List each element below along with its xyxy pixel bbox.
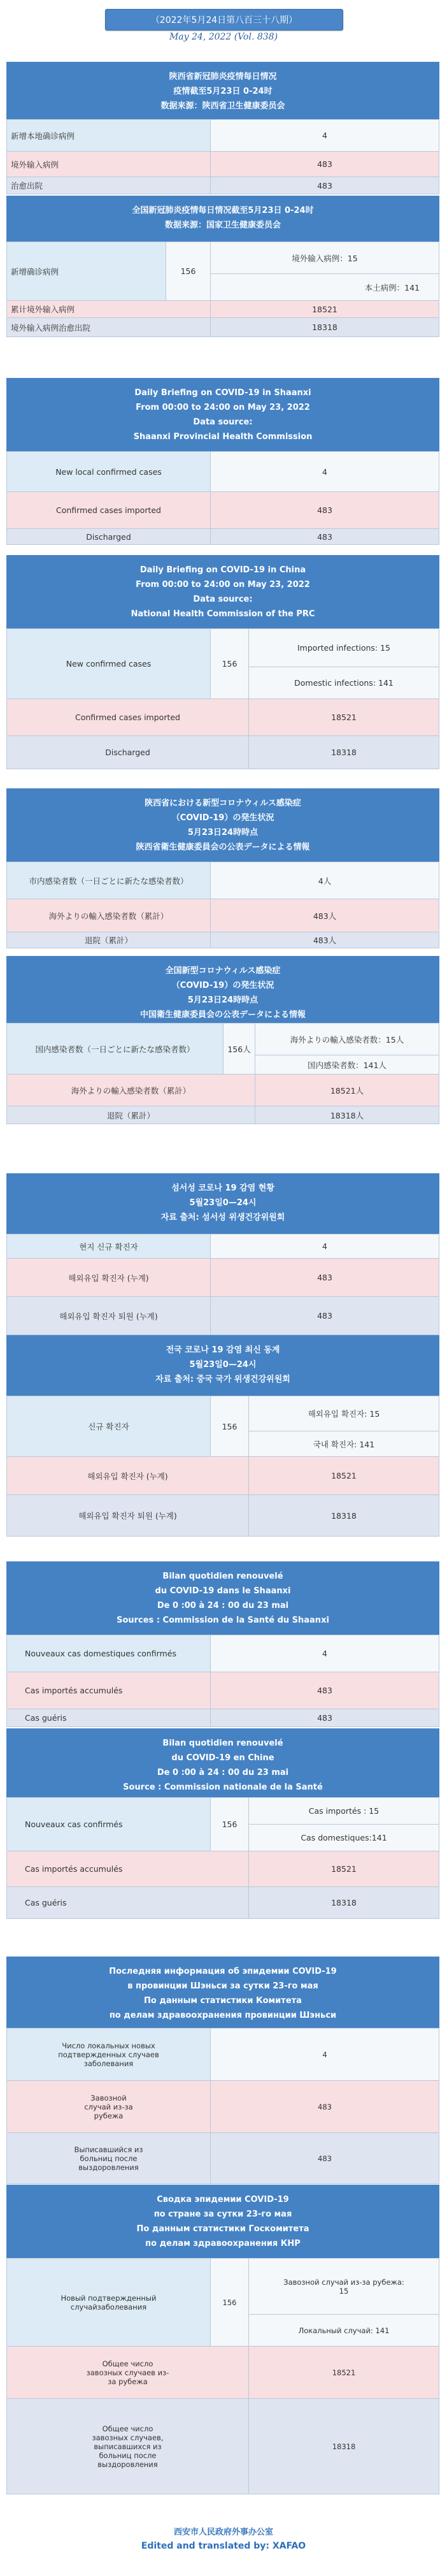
- new-total: 156: [211, 629, 249, 699]
- row-value: 483: [211, 2081, 439, 2133]
- footer-org: 西安市人民政府外事办公室: [173, 2528, 273, 2537]
- row-value: 483人: [211, 899, 439, 932]
- row-value: 483: [211, 152, 439, 177]
- row-value: 483: [211, 1259, 439, 1297]
- stats-table: [6, 1635, 439, 1727]
- title-line: 全国新型コロナウィルス感染症: [165, 966, 281, 976]
- title-line: （COVID-19）の発生状況: [171, 981, 274, 990]
- table-row: [7, 1635, 439, 1672]
- section-title: [6, 1335, 439, 1396]
- section-title: [6, 196, 439, 242]
- section-title: [6, 2185, 439, 2258]
- row-label: 累计境外输入病例: [7, 301, 211, 318]
- issue-subtitle: May 24, 2022 (Vol. 838): [169, 32, 278, 42]
- title-line: Data source:: [193, 595, 253, 604]
- domestic-cases: Cas domestiques:141: [249, 1825, 439, 1851]
- title-line: Сводка эпидемии COVID-19: [157, 2195, 289, 2204]
- table-row: [7, 1106, 439, 1124]
- row-label: Выписавшийся из больниц после выздоровления: [7, 2133, 211, 2184]
- title-line: From 00:00 to 24:00 on May 23, 2022: [136, 580, 310, 590]
- row-label: 신규 확진자: [7, 1396, 211, 1457]
- table-row: [7, 1709, 439, 1727]
- section-title: [6, 1561, 439, 1635]
- section-title: [6, 62, 439, 119]
- table-row: [7, 2347, 439, 2399]
- row-value: 18521: [249, 699, 439, 736]
- stats-table: [6, 2028, 439, 2184]
- imported-cases: Imported infections: 15: [249, 629, 439, 667]
- title-line: по стране за сутки 23-го мая: [153, 2210, 292, 2219]
- row-label: 해외유입 확진자 (누계): [7, 1259, 211, 1297]
- row-value: 483: [211, 1297, 439, 1335]
- row-label: New local confirmed cases: [7, 452, 211, 492]
- table-row: [7, 2399, 439, 2494]
- table-row: [7, 492, 439, 529]
- title-line: du COVID-19 dans le Shaanxi: [155, 1586, 291, 1596]
- title-line: Source : Commission nationale de la Santé: [123, 1783, 323, 1792]
- new-total: 156: [211, 1396, 249, 1457]
- table-row: [7, 318, 439, 337]
- row-value: 18318: [249, 1887, 439, 1919]
- section-title: [6, 1728, 439, 1797]
- new-total: 156: [166, 242, 211, 301]
- section-ja-shaanxi: [6, 788, 439, 948]
- domestic-cases: 本土病例：141: [211, 274, 439, 301]
- stats-table: [6, 862, 439, 948]
- title-line: 섬서성 코로나 19 감염 현황: [171, 1183, 274, 1193]
- row-label: Discharged: [7, 736, 249, 769]
- title-line: Data source:: [193, 417, 253, 427]
- row-value: 18318: [249, 1495, 439, 1537]
- imported-cases: 境外输入病例：15: [211, 242, 439, 274]
- title-line: National Health Commission of the PRC: [131, 609, 315, 619]
- section-title: [6, 555, 439, 628]
- row-label: Общее число завозных случаев, выписавшихся из больниц после выздоровления: [7, 2399, 249, 2494]
- row-label: 해외유입 확진자 (누계): [7, 1457, 249, 1495]
- section-en-shaanxi: [6, 378, 439, 545]
- title-line: По данным статистики Госкомитета: [136, 2224, 309, 2234]
- title-line: по делам здравоохранения провинции Шэньси: [109, 2011, 337, 2020]
- row-value: 18318: [249, 2399, 439, 2494]
- row-label: Cas importés accumulés: [7, 1851, 249, 1887]
- section-ru-national: [6, 2185, 439, 2494]
- title-line: По данным статистики Комитета: [144, 1996, 302, 2006]
- table-row: [7, 120, 439, 152]
- row-value: 4: [211, 1635, 439, 1672]
- row-label: 境外输入病例治愈出院: [7, 318, 211, 337]
- row-value: 18318: [249, 736, 439, 769]
- table-row: [7, 736, 439, 769]
- title-line: Daily Briefing on COVID-19 in China: [139, 565, 306, 575]
- title-line: De 0 :00 à 24 : 00 du 23 mai: [157, 1601, 289, 1610]
- row-value: 18521人: [255, 1075, 439, 1106]
- table-row: [7, 152, 439, 177]
- table-row: [7, 2029, 439, 2081]
- title-line: по делам здравоохранения КНР: [145, 2239, 301, 2248]
- imported-cases: 해외유입 확진자: 15: [249, 1396, 439, 1431]
- table-row: [7, 1297, 439, 1335]
- title-line: 자료 출처: 섬서성 위생건강위원회: [160, 1213, 285, 1222]
- row-value: 483: [211, 529, 439, 545]
- stats-table: [6, 1234, 439, 1335]
- row-label: Discharged: [7, 529, 211, 545]
- stats-table: [6, 451, 439, 545]
- footer-credit: Edited and translated by: XAFAO: [141, 2541, 306, 2551]
- title-line: （COVID-19）の発生状況: [171, 813, 274, 823]
- row-value: 483: [211, 1672, 439, 1709]
- row-value: 18521: [249, 1851, 439, 1887]
- table-row: [7, 2081, 439, 2133]
- table-row: [7, 1672, 439, 1709]
- title-line: Bilan quotidien renouvelé: [162, 1739, 283, 1748]
- row-label: 治愈出院: [7, 177, 211, 194]
- stats-table: [6, 628, 439, 769]
- stats-table: [6, 1797, 439, 1919]
- row-value: 483: [211, 1709, 439, 1727]
- row-label: Общее число завозных случаев из-за рубежа: [7, 2347, 249, 2399]
- row-label: 国内感染者数（一日ごとに新たな感染者数）: [7, 1024, 223, 1075]
- new-total: 156: [211, 2259, 249, 2347]
- row-label: 退院（累計）: [7, 932, 211, 948]
- domestic-cases: 国内感染者数：141人: [255, 1055, 439, 1075]
- row-value: 18318人: [255, 1106, 439, 1124]
- title-line: From 00:00 to 24:00 on May 23, 2022: [136, 403, 310, 412]
- imported-cases: 海外よりの輸入感染者数：15人: [255, 1024, 439, 1055]
- section-title: [6, 956, 439, 1023]
- row-label: Nouveaux cas domestiques confirmés: [7, 1635, 211, 1672]
- new-total: 156人: [223, 1024, 255, 1075]
- imported-cases: Завозной случай из-за рубежа: 15: [249, 2259, 439, 2315]
- row-value: 4: [211, 452, 439, 492]
- table-row: [7, 1234, 439, 1259]
- row-value: 483: [211, 2133, 439, 2184]
- row-label: 海外よりの輸入感染者数（累計）: [7, 899, 211, 932]
- title-line: 전국 코로나 19 감염 최신 동계: [166, 1345, 280, 1355]
- table-row: [7, 862, 439, 899]
- section-zh-shaanxi: [6, 62, 439, 194]
- domestic-cases: 국내 확진자: 141: [249, 1431, 439, 1457]
- table-row: [7, 1024, 439, 1055]
- title-line: 陝西省衛生健康委員会の公表データによる情報: [136, 843, 310, 852]
- section-title: [6, 378, 439, 451]
- table-row: [7, 242, 439, 274]
- row-label: 退院（累計）: [7, 1106, 255, 1124]
- row-label: 海外よりの輸入感染者数（累計）: [7, 1075, 255, 1106]
- row-label: Cas importés accumulés: [7, 1672, 211, 1709]
- section-fr-national: [6, 1728, 439, 1919]
- section-en-national: [6, 555, 439, 769]
- domestic-cases: Локальный случай: 141: [249, 2315, 439, 2347]
- row-value: 18521: [249, 2347, 439, 2399]
- section-ko-national: [6, 1335, 439, 1537]
- row-label: Confirmed cases imported: [7, 699, 249, 736]
- table-row: [7, 1457, 439, 1495]
- row-value: 18521: [249, 1457, 439, 1495]
- table-row: [7, 2133, 439, 2184]
- table-row: [7, 452, 439, 492]
- stats-table: [6, 242, 439, 337]
- row-value: 4: [211, 1234, 439, 1259]
- title-line: 数据来源：国家卫生健康委员会: [164, 221, 281, 230]
- title-line: 5月23日24時時点: [187, 828, 259, 837]
- title-line: De 0 :00 à 24 : 00 du 23 mai: [157, 1768, 289, 1777]
- title-line: Daily Briefing on COVID-19 in Shaanxi: [134, 388, 311, 398]
- table-row: [7, 932, 439, 948]
- section-zh-national: [6, 196, 439, 337]
- title-line: 陝西省における新型コロナウィルス感染症: [145, 799, 301, 808]
- stats-table: [6, 1023, 439, 1124]
- title-line: 陕西省新冠肺炎疫情每日情况: [169, 72, 277, 82]
- row-label: Confirmed cases imported: [7, 492, 211, 529]
- table-row: [7, 899, 439, 932]
- title-line: 5월23일0—24시: [189, 1198, 257, 1208]
- table-row: [7, 1798, 439, 1825]
- table-row: [7, 1259, 439, 1297]
- row-value: 483: [211, 492, 439, 529]
- stats-table: [6, 2258, 439, 2494]
- table-row: [7, 177, 439, 194]
- row-value: 483人: [211, 932, 439, 948]
- section-title: [6, 788, 439, 862]
- title-line: du COVID-19 en Chine: [171, 1753, 274, 1763]
- section-ja-national: [6, 956, 439, 1124]
- section-ko-shaanxi: [6, 1173, 439, 1335]
- table-row: [7, 629, 439, 667]
- row-label: 현지 신규 확진자: [7, 1234, 211, 1259]
- row-value: 483: [211, 177, 439, 194]
- title-line: 5월23일0—24시: [189, 1360, 257, 1370]
- section-title: [6, 1173, 439, 1234]
- table-row: [7, 1851, 439, 1887]
- title-line: Bilan quotidien renouvelé: [162, 1572, 283, 1581]
- table-row: [7, 301, 439, 318]
- title-line: 全国新冠肺炎疫情每日情况截至5月23日 0-24时: [132, 206, 314, 215]
- imported-cases: Cas importés : 15: [249, 1798, 439, 1825]
- new-total: 156: [211, 1798, 249, 1851]
- table-row: [7, 1075, 439, 1106]
- row-value: 4: [211, 2029, 439, 2081]
- domestic-cases: Domestic infections: 141: [249, 667, 439, 699]
- table-row: [7, 1887, 439, 1919]
- table-row: [7, 2259, 439, 2315]
- row-label: 新增本地确诊病例: [7, 120, 211, 152]
- row-label: Cas guéris: [7, 1709, 211, 1727]
- row-value: 18521: [211, 301, 439, 318]
- stats-table: [6, 119, 439, 194]
- title-line: Shaanxi Provincial Health Commission: [133, 432, 313, 442]
- title-line: Последняя информация об эпидемии COVID-19: [109, 1967, 337, 1976]
- stats-table: [6, 1396, 439, 1537]
- table-row: [7, 529, 439, 545]
- row-label: Nouveaux cas confirmés: [7, 1798, 211, 1851]
- row-label: Cas guéris: [7, 1887, 249, 1919]
- section-ru-shaanxi: [6, 1957, 439, 2184]
- row-label: Завозной случай из-за рубежа: [7, 2081, 211, 2133]
- title-line: 数据来源：陕西省卫生健康委员会: [160, 101, 285, 111]
- section-fr-shaanxi: [6, 1561, 439, 1727]
- row-value: 4: [211, 120, 439, 152]
- row-label: 新增确诊病例: [7, 242, 166, 301]
- section-title: [6, 1957, 439, 2028]
- table-row: [7, 699, 439, 736]
- row-value: 4人: [211, 862, 439, 899]
- table-row: [7, 1396, 439, 1431]
- row-label: 해외유입 확진자 퇴원 (누계): [7, 1297, 211, 1335]
- row-label: New confirmed cases: [7, 629, 211, 699]
- row-label: Число локальных новых подтвержденных случаев заболевания: [7, 2029, 211, 2081]
- row-label: Новый подтвержденный случайзаболевания: [7, 2259, 211, 2347]
- title-line: 疫情截至5月23日 0-24时: [173, 87, 273, 96]
- row-label: 해외유입 확진자 퇴원 (누계): [7, 1495, 249, 1537]
- row-value: 18318: [211, 318, 439, 337]
- row-label: 境外输入病例: [7, 152, 211, 177]
- issue-date-banner: （2022年5月24日第八百三十八期）: [105, 9, 343, 31]
- row-label: 市内感染者数（一日ごとに新たな感染者数）: [7, 862, 211, 899]
- title-line: 5月23日24時時点: [187, 995, 259, 1005]
- title-line: 자료 출처: 중국 국가 위생건강위원회: [155, 1375, 290, 1384]
- table-row: [7, 1495, 439, 1537]
- title-line: Sources : Commission de la Santé du Shaanxi: [117, 1616, 329, 1625]
- title-line: 中国衛生健康委員会の公表データによる情報: [139, 1010, 306, 1020]
- title-line: в провинции Шэньси за сутки 23-го мая: [127, 1981, 318, 1991]
